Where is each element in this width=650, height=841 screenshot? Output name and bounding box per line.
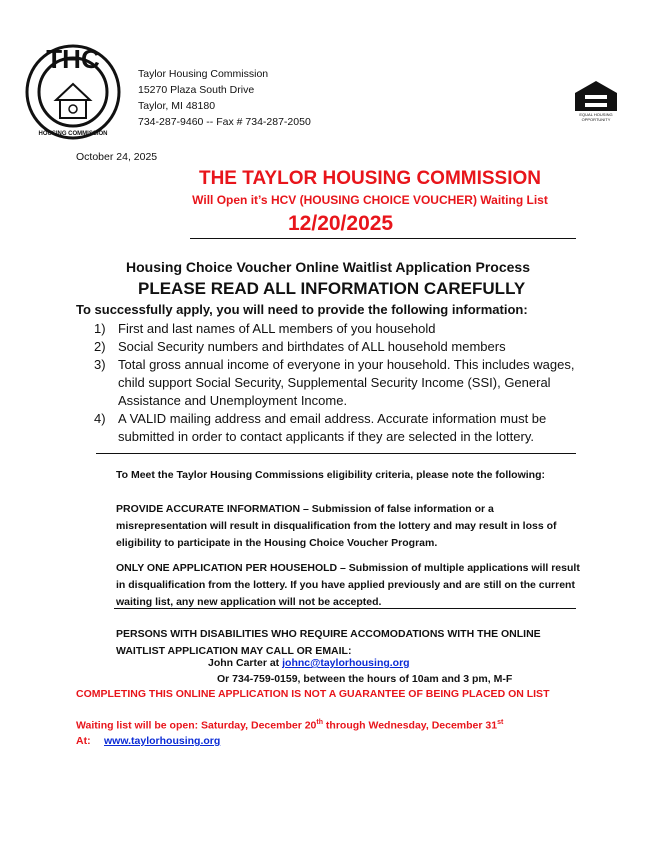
letterhead-address <box>138 66 311 130</box>
item-text: First and last names of ALL members of you household <box>118 321 436 336</box>
website-link[interactable]: www.taylorhousing.org <box>104 735 221 747</box>
divider <box>114 608 576 609</box>
accurate-info-note: PROVIDE ACCURATE INFORMATION – Submission of false information or a misrepresentation will result in disqualification from the lottery and may result in loss of eligibility to participate in the Housing Choice Voucher Program. <box>116 503 557 549</box>
divider <box>190 238 576 239</box>
sup: th <box>316 719 323 726</box>
criteria-note: To Meet the Taylor Housing Commissions eligibility criteria, please note the following: <box>116 469 546 481</box>
subtitle: Will Open it’s HCV (HOUSING CHOICE VOUCHER) Waiting List <box>192 193 548 207</box>
item-number: 4) <box>94 411 106 426</box>
open-period <box>76 719 503 732</box>
equal-housing-icon <box>572 80 620 122</box>
svg-text:THC: THC <box>46 44 100 74</box>
item-text: Social Security numbers and birthdates of ALL household members <box>118 339 506 354</box>
sup: st <box>497 719 504 726</box>
list-item <box>94 356 584 410</box>
city: Taylor, MI 48180 <box>138 100 216 112</box>
heading-read-carefully: PLEASE READ ALL INFORMATION CAREFULLY <box>138 279 526 298</box>
item-number: 3) <box>94 357 106 372</box>
list-item <box>94 338 584 356</box>
contact-phone: Or 734-759-0159, between the hours of 10am and 3 pm, M-F <box>217 673 513 685</box>
svg-text:HOUSING COMMISSION: HOUSING COMMISSION <box>38 131 108 137</box>
divider <box>96 453 576 454</box>
open-date: 12/20/2025 <box>288 212 394 235</box>
item-text: Total gross annual income of everyone in your household. This includes wages, child support Social Security, Supplemental Security Income (SSI), General Assistance and Unemployment Income. <box>118 357 575 408</box>
title: THE TAYLOR HOUSING COMMISSION <box>198 168 542 189</box>
svg-text:OPPORTUNITY: OPPORTUNITY <box>581 117 611 122</box>
item-number: 2) <box>94 339 106 354</box>
item-number: 1) <box>94 321 106 336</box>
contact-email-link[interactable]: johnc@taylorhousing.org <box>282 657 410 669</box>
website-line <box>76 735 220 747</box>
contact-line <box>208 657 410 669</box>
letter-date: October 24, 2025 <box>76 151 158 163</box>
guarantee-warning: COMPLETING THIS ONLINE APPLICATION IS NOT A GUARANTEE OF BEING PLACED ON LIST <box>76 688 550 700</box>
heading-process: Housing Choice Voucher Online Waitlist Application Process <box>126 259 530 275</box>
list-item <box>94 320 584 338</box>
at-label: At: <box>76 735 91 747</box>
item-text: A VALID mailing address and email address. Accurate information must be submitted in order to contact applicants if they are selected in the lottery. <box>118 411 547 444</box>
open-end: through Wednesday, December 31 <box>323 719 498 732</box>
svg-text:EQUAL HOUSING: EQUAL HOUSING <box>579 112 613 117</box>
org-name: Taylor Housing Commission <box>138 68 269 80</box>
requirements-list <box>94 320 584 446</box>
phone: 734-287-9460 -- Fax # 734-287-2050 <box>138 116 311 128</box>
contact-name: John Carter at <box>208 657 283 669</box>
disabilities-note: PERSONS WITH DISABILITIES WHO REQUIRE ACCOMODATIONS WITH THE ONLINE WAITLIST APPLICATION MAY CALL OR EMAIL: <box>116 628 541 657</box>
thc-logo <box>22 40 124 140</box>
requirements-intro: To successfully apply, you will need to provide the following information: <box>76 302 528 317</box>
street: 15270 Plaza South Drive <box>138 84 255 96</box>
one-application-note: ONLY ONE APPLICATION PER HOUSEHOLD – Submission of multiple applications will result in disqualification from the lottery. If you have applied previously and are still on the current waiting list, any new application will not be accepted. <box>116 562 580 608</box>
open-start: Waiting list will be open: Saturday, December 20 <box>76 719 317 732</box>
list-item <box>94 410 584 446</box>
